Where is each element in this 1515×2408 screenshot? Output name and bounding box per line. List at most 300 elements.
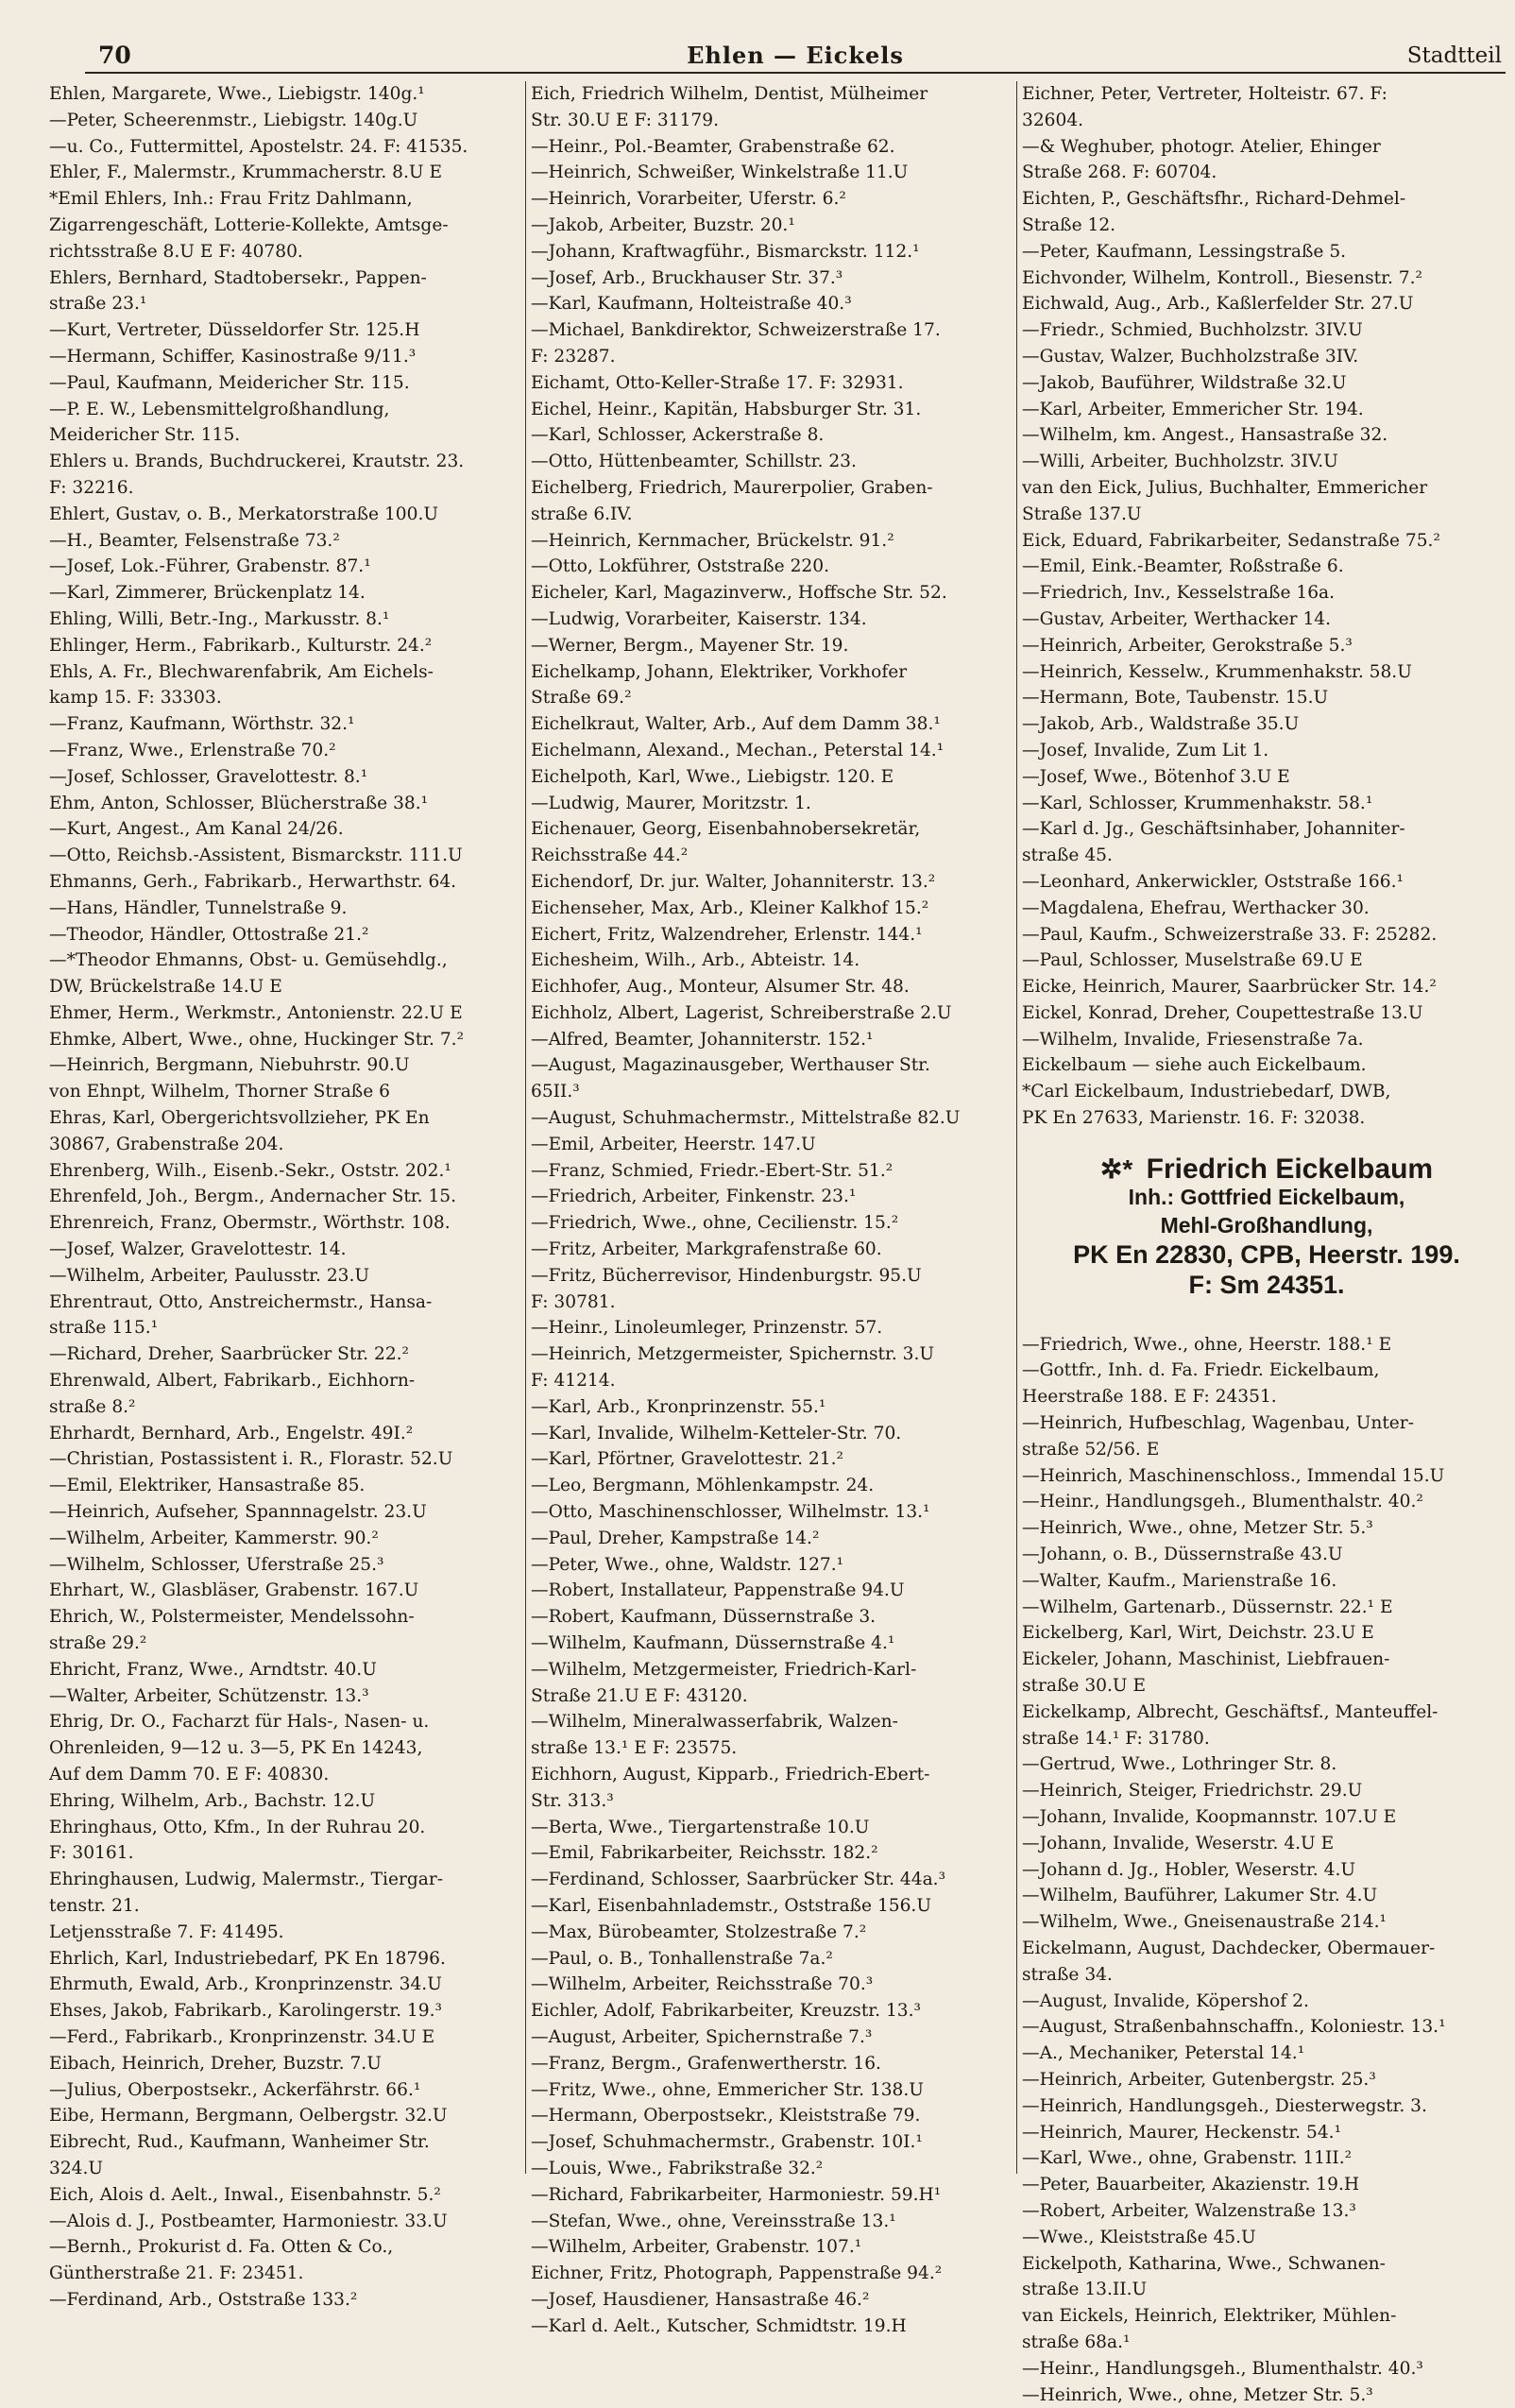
directory-entry (1022, 186, 1502, 239)
directory-entry (49, 2209, 529, 2235)
directory-entry (531, 370, 1011, 397)
directory-entry (531, 265, 1011, 292)
directory-entry (49, 1998, 529, 2024)
directory-entry (1022, 554, 1502, 580)
directory-entry (49, 1657, 529, 1683)
directory-entry (49, 449, 529, 502)
entry-line: Ehm, Anton, Schlosser, Blücherstraße 38.¹ (49, 793, 429, 813)
advertisement (1031, 1153, 1502, 1300)
entry-line: —Johann, o. B., Düssernstraße 43.U (1022, 1545, 1343, 1565)
directory-entry (1022, 344, 1502, 370)
directory-entry (49, 1079, 529, 1105)
entry-line: —Heinrich, Hufbeschlag, Wagenbau, Unter- (1022, 1413, 1414, 1434)
entry-line: Eichendorf, Dr. jur. Walter, Johanniterstr. 13.² (531, 871, 936, 892)
directory-entry (49, 922, 529, 948)
entry-line: —Franz, Bergm., Grafenwertherstr. 16. (531, 2053, 881, 2074)
directory-entry (1022, 948, 1502, 974)
directory-entry (49, 1815, 529, 1868)
directory-entry (49, 659, 529, 712)
entry-line: Eickeler, Johann, Maschinist, Liebfrauen- (1022, 1649, 1390, 1670)
directory-entry (49, 1972, 529, 1998)
entry-line: —August, Arbeiter, Spichernstraße 7.³ (531, 2026, 873, 2047)
entry-line: —Paul, Schlosser, Muselstraße 69.U E (1022, 950, 1363, 971)
entry-line: —Josef, Walzer, Gravelottestr. 14. (49, 1239, 347, 1260)
directory-entry (531, 896, 1011, 922)
directory-entry (49, 1709, 529, 1787)
entry-line: Eickelpoth, Katharina, Wwe., Schwanen- (1022, 2253, 1386, 2274)
directory-entry (531, 2051, 1011, 2077)
entry-line: Ehricht, Franz, Wwe., Arndtstr. 40.U (49, 1659, 377, 1680)
entry-line: Eichhofer, Aug., Monteur, Alsumer Str. 48. (531, 977, 910, 998)
entry-line: F: 30161. (49, 1843, 134, 1864)
directory-entry (1022, 869, 1502, 896)
entry-line: —Jakob, Bauführer, Wildstraße 32.U (1022, 372, 1347, 393)
entry-line: —Karl, Invalide, Wilhelm-Ketteler-Str. 70. (531, 1423, 902, 1443)
directory-entry (49, 1158, 529, 1185)
entry-line: —Otto, Reichsb.-Assistent, Bismarckstr. 111.U (49, 845, 463, 866)
directory-entry (1022, 2014, 1502, 2041)
entry-line: —Berta, Wwe., Tiergartenstraße 10.U (531, 1817, 870, 1837)
directory-entry (49, 633, 529, 659)
entry-line: Eibe, Hermann, Bergmann, Oelbergstr. 32.U (49, 2106, 448, 2126)
entry-line: Ehling, Willi, Betr.-Ing., Markusstr. 8.¹ (49, 608, 390, 629)
entry-line: Ehmer, Herm., Werkmstr., Antonienstr. 22.U E (49, 1002, 463, 1023)
entry-line: straße 29.² (49, 1633, 147, 1654)
entry-line: —Max, Bürobeamter, Stolzestraße 7.² (531, 1921, 867, 1942)
directory-entry (1022, 2198, 1502, 2225)
entry-line: —& Weghuber, photogr. Atelier, Ehinger (1022, 136, 1381, 157)
directory-entry (531, 2234, 1011, 2261)
entry-line: —Josef, Schuhmachermstr., Grabenstr. 10I.¹ (531, 2132, 923, 2153)
page-header (85, 38, 1506, 74)
entry-line: Eichvonder, Wilhelm, Kontroll., Biesenstr. 7.² (1022, 267, 1422, 288)
entry-line: —A., Mechaniker, Peterstal 14.¹ (1022, 2043, 1305, 2064)
entry-line: —Otto, Hüttenbeamter, Schillstr. 23. (531, 452, 857, 472)
entry-line: —Josef, Arb., Bruckhauser Str. 37.³ (531, 267, 843, 288)
directory-entry (1022, 1804, 1502, 1831)
entry-line: —Heinrich, Bergmann, Niebuhrstr. 90.U (49, 1055, 410, 1076)
entry-line: —Walter, Arbeiter, Schützenstr. 13.³ (49, 1685, 369, 1706)
entry-line: —u. Co., Futtermittel, Apostelstr. 24. F: 41535. (49, 136, 468, 157)
entry-line: —Wilhelm, Arbeiter, Paulusstr. 23.U (49, 1265, 370, 1286)
directory-entry (531, 1920, 1011, 1946)
directory-entry (49, 2024, 529, 2051)
entry-line: van den Eick, Julius, Buchhalter, Emmericher (1022, 477, 1428, 498)
entry-line: Ehls, A. Fr., Blechwarenfabrik, Am Eichels- (49, 661, 434, 682)
directory-entry (531, 659, 1011, 712)
directory-entry (49, 370, 529, 397)
directory-entry (531, 186, 1011, 213)
entry-line: Meidericher Str. 115. (49, 425, 241, 446)
directory-entry (1022, 2356, 1502, 2382)
entry-line: —Heinrich, Maurer, Heckenstr. 54.¹ (1022, 2122, 1342, 2143)
entry-line: Straße 268. F: 60704. (1022, 162, 1217, 183)
directory-entry (531, 81, 1011, 134)
directory-entry (1022, 816, 1502, 869)
directory-entry (1022, 265, 1502, 292)
entry-line: Eichamt, Otto-Keller-Straße 17. F: 32931. (531, 372, 904, 393)
entry-line: Güntherstraße 21. F: 23451. (49, 2263, 304, 2284)
directory-entry (49, 1499, 529, 1526)
directory-entry (49, 1105, 529, 1158)
directory-entry (1022, 2382, 1502, 2408)
directory-entry (531, 2209, 1011, 2235)
entry-line: Ehlers u. Brands, Buchdruckerei, Krautstr. 23. (49, 452, 465, 472)
entry-line: —Karl d. Aelt., Kutscher, Schmidtstr. 19.H (531, 2315, 907, 2336)
entry-line: —Robert, Arbeiter, Walzenstraße 13.³ (1022, 2200, 1356, 2221)
directory-entry (531, 2156, 1011, 2182)
entry-line: —Josef, Invalide, Zum Lit 1. (1022, 740, 1269, 760)
entry-line: —Heinrich, Metzgermeister, Spichernstr. 3.U (531, 1344, 935, 1365)
entry-line: —*Theodor Ehmanns, Obst- u. Gemüsehdlg., (49, 950, 448, 971)
entry-line: F: 30781. (531, 1291, 616, 1312)
entry-line: straße 115.¹ (49, 1318, 159, 1339)
directory-entry (49, 1578, 529, 1604)
directory-entry (1022, 1052, 1502, 1079)
directory-entry (531, 816, 1011, 869)
directory-entry (1022, 2145, 1502, 2172)
directory-entry (1022, 1489, 1502, 1515)
ad-company-name: Friedrich Eickelbaum (1146, 1153, 1434, 1185)
column-3 (1022, 81, 1502, 2408)
directory-entry (1022, 1778, 1502, 1804)
entry-line: —Wilhelm, Bauführer, Lakumer Str. 4.U (1022, 1886, 1378, 1906)
directory-entry (531, 2024, 1011, 2051)
directory-entry (1022, 81, 1502, 134)
column-3-bottom (1022, 1332, 1502, 2408)
entry-line: straße 14.¹ F: 31780. (1022, 1728, 1210, 1749)
directory-entry (1022, 1542, 1502, 1568)
directory-entry (1022, 397, 1502, 423)
directory-entry (1022, 1909, 1502, 1936)
directory-entry (49, 2129, 529, 2182)
directory-entry (1022, 2251, 1502, 2304)
entry-line: F: 23287. (531, 346, 616, 367)
column-3-top (1022, 81, 1502, 1132)
directory-entry (1022, 2225, 1502, 2251)
entry-line: Eichhorn, August, Kipparb., Friedrich-Ebert- (531, 1765, 930, 1785)
entry-line: Ehrig, Dr. O., Facharzt für Hals-, Nasen- u. (49, 1712, 430, 1733)
entry-line: —Otto, Maschinenschlosser, Wilhelmstr. 13.¹ (531, 1502, 930, 1523)
entry-line: Ehler, F., Malermstr., Krummacherstr. 8.U E (49, 162, 443, 183)
entry-line: Ehras, Karl, Obergerichtsvollzieher, PK En (49, 1108, 430, 1129)
entry-line: Eichner, Peter, Vertreter, Holteistr. 67. F: (1022, 84, 1387, 104)
entry-line: —Karl, Schlosser, Ackerstraße 8. (531, 425, 825, 446)
entry-line: Zigarrengeschäft, Lotterie-Kollekte, Amtsge- (49, 214, 449, 235)
directory-entry (1022, 1027, 1502, 1053)
entry-line: —Johann, Invalide, Koopmannstr. 107.U E (1022, 1807, 1397, 1828)
entry-line: —Jakob, Arb., Waldstraße 35.U (1022, 714, 1300, 735)
directory-entry (49, 2077, 529, 2104)
directory-entry (531, 764, 1011, 791)
entry-line: —Franz, Schmied, Friedr.-Ebert-Str. 51.² (531, 1160, 894, 1181)
directory-entry (531, 2129, 1011, 2156)
directory-entry (1022, 659, 1502, 686)
column-1 (49, 81, 529, 2314)
entry-line: Eichelpoth, Karl, Wwe., Liebigstr. 120. E (531, 766, 894, 787)
directory-entry (531, 1446, 1011, 1473)
directory-entry (531, 633, 1011, 659)
entry-line: Ehrenfeld, Joh., Bergm., Andernacher Str. 15. (49, 1187, 457, 1207)
directory-entry (1022, 1463, 1502, 1490)
entry-line: —Friedrich, Inv., Kesselstraße 16a. (1022, 583, 1336, 604)
entry-line: —Friedrich, Wwe., ohne, Cecilienstr. 15.² (531, 1213, 899, 1234)
directory-entry (49, 2234, 529, 2287)
entry-line: —Friedrich, Wwe., ohne, Heerstr. 188.¹ E (1022, 1334, 1392, 1355)
entry-line: straße 30.U E (1022, 1676, 1147, 1697)
entry-line: Eichert, Fritz, Walzendreher, Erlenstr. 144.¹ (531, 924, 923, 945)
entry-line: —Wilhelm, Arbeiter, Reichsstraße 70.³ (531, 1974, 874, 1995)
directory-entry (531, 1132, 1011, 1158)
directory-entry (49, 1341, 529, 1368)
entry-line: Eichesheim, Wilh., Arb., Abteistr. 14. (531, 950, 860, 971)
entry-line: Ehringhausen, Ludwig, Malermstr., Tiergar- (49, 1870, 444, 1890)
entry-line: —Heinrich, Wwe., ohne, Metzer Str. 5.³ (1022, 2384, 1373, 2405)
entry-line: —Magdalena, Ehefrau, Werthacker 30. (1022, 897, 1370, 918)
directory-entry (531, 1604, 1011, 1631)
column-divider (1016, 81, 1017, 2174)
directory-entry (49, 1027, 529, 1053)
directory-entry (531, 2287, 1011, 2314)
entry-line: Ehrmuth, Ewald, Arb., Kronprinzenstr. 34.U (49, 1974, 442, 1995)
entry-line: Eichten, P., Geschäftsfhr., Richard-Dehmel- (1022, 189, 1406, 210)
directory-entry (531, 1499, 1011, 1526)
directory-entry (49, 711, 529, 738)
entry-line: —Theodor, Händler, Ottostraße 21.² (49, 924, 369, 945)
directory-entry (531, 1709, 1011, 1762)
directory-entry (531, 1184, 1011, 1210)
entry-line: Ehses, Jakob, Fabrikarb., Karolingerstr. 19.³ (49, 2001, 442, 2022)
directory-entry (531, 711, 1011, 738)
entry-line: straße 34. (1022, 1964, 1113, 1985)
directory-entry (1022, 2041, 1502, 2067)
entry-line: —Leonhard, Ankerwickler, Oststraße 166.¹ (1022, 871, 1404, 892)
directory-entry (49, 1946, 529, 1973)
directory-entry (1022, 449, 1502, 475)
directory-entry (49, 344, 529, 370)
entry-line: *Carl Eickelbaum, Industriebedarf, DWB, (1022, 1082, 1391, 1102)
entry-line: Eibrecht, Rud., Kaufmann, Wanheimer Str. (49, 2132, 430, 2153)
directory-entry (49, 606, 529, 633)
directory-entry (531, 1893, 1011, 1920)
directory-entry (49, 869, 529, 896)
directory-entry (1022, 1410, 1502, 1463)
entry-line: —Fritz, Wwe., ohne, Emmericher Str. 138.U (531, 2079, 924, 2100)
entry-line: —Willi, Arbeiter, Buchholzstr. 3IV.U (1022, 452, 1338, 472)
entry-line: —Paul, o. B., Tonhallenstraße 7a.² (531, 1948, 833, 1969)
directory-entry (1022, 711, 1502, 738)
directory-entry (531, 1946, 1011, 1973)
directory-entry (531, 2314, 1011, 2340)
entry-line: —Alfred, Beamter, Johanniterstr. 152.¹ (531, 1029, 874, 1050)
entry-line: Ehrenwald, Albert, Fabrikarb., Eichhorn- (49, 1371, 416, 1392)
entry-line: DW, Brückelstraße 14.U E (49, 977, 282, 998)
entry-line: —Heinrich, Maschinenschloss., Immendal 15.U (1022, 1465, 1445, 1486)
directory-entry (531, 1552, 1011, 1579)
entry-line: —Emil, Elektriker, Hansastraße 85. (49, 1476, 366, 1496)
entry-line: —Heinrich, Wwe., ohne, Metzer Str. 5.³ (1022, 1518, 1373, 1539)
directory-entry (531, 1027, 1011, 1053)
entry-line: —August, Schuhmachermstr., Mittelstraße 82.U (531, 1108, 961, 1129)
entry-line: Eich, Friedrich Wilhelm, Dentist, Mülheimer (531, 84, 928, 104)
entry-line: —Heinrich, Schweißer, Winkelstraße 11.U (531, 162, 909, 183)
entry-line: Ehringhaus, Otto, Kfm., In der Ruhrau 20. (49, 1817, 426, 1837)
entry-line: PK En 27633, Marienstr. 16. F: 32038. (1022, 1108, 1366, 1129)
entry-line: —Gottfr., Inh. d. Fa. Friedr. Eickelbaum, (1022, 1360, 1380, 1381)
page-title: Ehlen — Eickels (687, 42, 904, 69)
entry-line: Eickel, Konrad, Dreher, Coupettestraße 13.U (1022, 1002, 1423, 1023)
entry-line: —Hermann, Bote, Taubenstr. 15.U (1022, 688, 1329, 709)
entry-line: —Hans, Händler, Tunnelstraße 9. (49, 897, 348, 918)
entry-line: straße 6.IV. (531, 504, 633, 524)
directory-entry (531, 317, 1011, 370)
entry-line: Eichner, Fritz, Photograph, Pappenstraße 94.² (531, 2263, 943, 2284)
directory-entry (1022, 317, 1502, 344)
entry-line: —Gustav, Walzer, Buchholzstraße 3IV. (1022, 346, 1359, 367)
entry-line: —Karl d. Jg., Geschäftsinhaber, Johanniter- (1022, 819, 1405, 840)
directory-entry (531, 528, 1011, 555)
entry-line: Eichelberg, Friedrich, Maurerpolier, Graben- (531, 477, 933, 498)
entry-line: Ehlinger, Herm., Fabrikarb., Kulturstr. 24.² (49, 635, 433, 656)
directory-entry (1022, 1883, 1502, 1909)
entry-line: —Richard, Fabrikarbeiter, Harmoniestr. 59.H¹ (531, 2184, 942, 2205)
entry-line: straße 68a.¹ (1022, 2331, 1131, 2352)
entry-line: —Ludwig, Vorarbeiter, Kaiserstr. 134. (531, 608, 867, 629)
entry-line: Ehrentraut, Otto, Anstreichermstr., Hansa- (49, 1291, 433, 1312)
directory-entry (531, 1998, 1011, 2024)
entry-line: Ehrich, W., Polstermeister, Mendelssohn- (49, 1607, 415, 1628)
section-label: Stadtteil (1406, 43, 1502, 68)
directory-entry (531, 1210, 1011, 1237)
entry-line: —Stefan, Wwe., ohne, Vereinsstraße 13.¹ (531, 2211, 896, 2231)
directory-entry (49, 1473, 529, 1499)
entry-line: —Karl, Wwe., ohne, Grabenstr. 11II.² (1022, 2148, 1353, 2169)
directory-entry (49, 186, 529, 265)
entry-line: —Louis, Wwe., Fabrikstraße 32.² (531, 2158, 824, 2178)
entry-line: —Paul, Dreher, Kampstraße 14.² (531, 1528, 820, 1548)
directory-entry (1022, 1751, 1502, 1778)
directory-entry (531, 1394, 1011, 1421)
directory-entry (531, 922, 1011, 948)
directory-entry (1022, 291, 1502, 317)
directory-entry (531, 1526, 1011, 1552)
entry-line: —Franz, Wwe., Erlenstraße 70.² (49, 740, 336, 760)
entry-line: Eichler, Adolf, Fabrikarbeiter, Kreuzstr. 13.³ (531, 2001, 921, 2022)
entry-line: —Michael, Bankdirektor, Schweizerstraße 17. (531, 320, 941, 341)
entry-line: —Peter, Kaufmann, Lessingstraße 5. (1022, 241, 1347, 262)
entry-line: Ehlen, Margarete, Wwe., Liebigstr. 140g.¹ (49, 84, 425, 104)
entry-line: *Emil Ehlers, Inh.: Frau Fritz Dahlmann, (49, 189, 413, 210)
entry-line: Straße 137.U (1022, 504, 1142, 524)
entry-line: 324.U (49, 2158, 104, 2178)
entry-line: Eichholz, Albert, Lagerist, Schreiberstraße 2.U (531, 1002, 952, 1023)
directory-entry (531, 1421, 1011, 1447)
directory-entry (49, 1788, 529, 1815)
directory-entry (531, 239, 1011, 265)
entry-line: Ehrhardt, Bernhard, Arb., Engelstr. 49I.² (49, 1423, 414, 1443)
directory-entry (49, 1604, 529, 1657)
entry-line: —Friedrich, Arbeiter, Finkenstr. 23.¹ (531, 1187, 857, 1207)
entry-line: —Kurt, Angest., Am Kanal 24/26. (49, 819, 344, 840)
entry-line: —Hermann, Oberpostsekr., Kleiststraße 79. (531, 2106, 921, 2126)
entry-line: F: 32216. (49, 477, 134, 498)
directory-entry (49, 502, 529, 528)
entry-line: Auf dem Damm 70. E F: 40830. (49, 1765, 330, 1785)
directory-entry (1022, 1332, 1502, 1358)
directory-entry (1022, 1831, 1502, 1857)
directory-entry (49, 1368, 529, 1421)
entry-line: —Heinr., Linoleumleger, Prinzenstr. 57. (531, 1318, 883, 1339)
directory-entry (1022, 134, 1502, 187)
entry-line: Eick, Eduard, Fabrikarbeiter, Sedanstraße 75.² (1022, 530, 1440, 551)
entry-line: —Johann d. Jg., Hobler, Weserstr. 4.U (1022, 1859, 1356, 1880)
directory-entry (531, 213, 1011, 239)
entry-line: —Gustav, Arbeiter, Werthacker 14. (1022, 608, 1332, 629)
directory-entry (49, 1000, 529, 1027)
entry-line: —Kurt, Vertreter, Düsseldorfer Str. 125.H (49, 320, 420, 341)
directory-entry (531, 580, 1011, 606)
directory-entry (49, 764, 529, 791)
entry-line: —Wilhelm, Arbeiter, Grabenstr. 107.¹ (531, 2237, 862, 2258)
entry-line: —Alois d. J., Postbeamter, Harmoniestr. 33.U (49, 2211, 448, 2231)
entry-line: —Heinrich, Kernmacher, Brückelstr. 91.² (531, 530, 894, 551)
entry-line: 65II.³ (531, 1082, 580, 1102)
ad-business: Mehl-Großhandlung, (1160, 1212, 1373, 1238)
directory-entry (49, 2287, 529, 2314)
directory-entry (531, 2103, 1011, 2129)
directory-entry (1022, 922, 1502, 948)
directory-entry (1022, 1647, 1502, 1699)
directory-entry (1022, 2172, 1502, 2198)
directory-entry (531, 1972, 1011, 1998)
entry-line: Ehlert, Gustav, o. B., Merkatorstraße 100.U (49, 504, 439, 524)
entry-line: straße 13.II.U (1022, 2280, 1148, 2300)
directory-entry (1022, 580, 1502, 606)
directory-entry (49, 2103, 529, 2129)
directory-entry (49, 1052, 529, 1079)
directory-entry (49, 317, 529, 344)
directory-entry (531, 1000, 1011, 1027)
entry-line: —Walter, Kaufm., Marienstraße 16. (1022, 1570, 1337, 1591)
directory-entry (531, 554, 1011, 580)
directory-entry (531, 2077, 1011, 2104)
directory-entry (49, 816, 529, 843)
directory-entry (531, 738, 1011, 764)
directory-entry (1022, 1989, 1502, 2015)
directory-entry (531, 1631, 1011, 1657)
directory-entry (1022, 974, 1502, 1000)
entry-line: Eichwald, Aug., Arb., Kaßlerfelder Str. 27.U (1022, 294, 1414, 315)
entry-line: —Wilhelm, Gartenarb., Düssernstr. 22.¹ E (1022, 1597, 1393, 1617)
directory-entry (49, 397, 529, 450)
entry-line: straße 8.² (49, 1396, 136, 1417)
entry-line: Ehlers, Bernhard, Stadtobersekr., Pappen- (49, 267, 427, 288)
directory-entry (49, 1683, 529, 1710)
directory-entry (1022, 1699, 1502, 1752)
entry-line: —Karl, Zimmerer, Brückenplatz 14. (49, 583, 366, 604)
directory-entry (1022, 1358, 1502, 1410)
entry-line: —Karl, Arbeiter, Emmericher Str. 194. (1022, 399, 1364, 419)
directory-entry (1022, 791, 1502, 817)
directory-entry (49, 580, 529, 606)
entry-line: Straße 69.² (531, 688, 632, 709)
directory-entry (531, 1578, 1011, 1604)
entry-line: —Ferd., Fabrikarb., Kronprinzenstr. 34.U E (49, 2026, 435, 2047)
directory-entry (1022, 1936, 1502, 1989)
entry-line: Eibach, Heinrich, Dreher, Buzstr. 7.U (49, 2053, 382, 2074)
directory-entry (49, 791, 529, 817)
entry-line: —Peter, Scheerenmstr., Liebigstr. 140g.U (49, 110, 418, 130)
